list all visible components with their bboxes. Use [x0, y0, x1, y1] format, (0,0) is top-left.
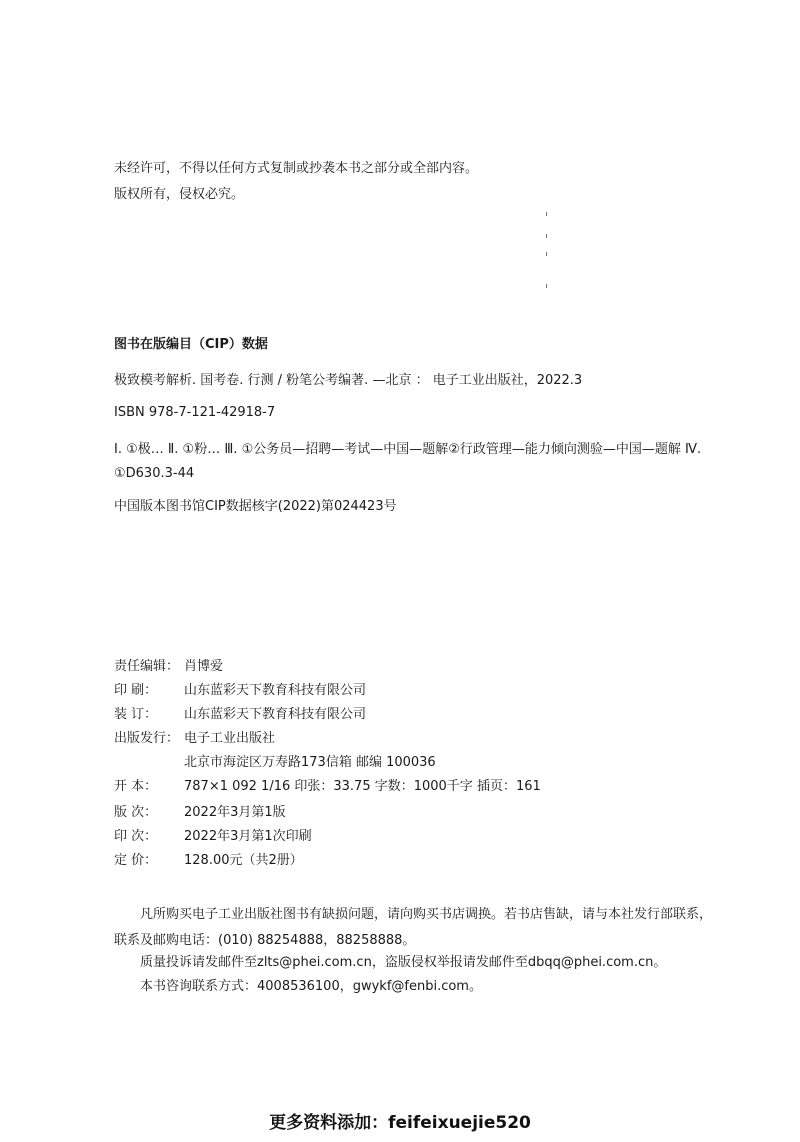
copyright-line-1: 未经许可，不得以任何方式复制或抄袭本书之部分或全部内容。 [114, 161, 479, 176]
edition-label: 版 次： [114, 805, 158, 820]
footer-contact-text: 更多资料添加：feifeixuejie520 [269, 1113, 531, 1133]
editor-label: 责任编辑： [114, 659, 180, 674]
publisher-value: 电子工业出版社 [184, 731, 276, 746]
price-row [114, 852, 303, 870]
binder-row [114, 706, 366, 724]
cip-isbn: ISBN 978-7-121-42918-7 [114, 405, 276, 420]
scan-speck [546, 212, 547, 216]
scan-speck [546, 252, 547, 256]
editor-row [114, 658, 223, 676]
price-value: 128.00元（共2册） [184, 853, 303, 868]
publisher-label: 出版发行： [114, 731, 180, 746]
notice-paragraph-3: 本书咨询联系方式：4008536100，gwykf@fenbi.com。 [140, 979, 482, 994]
format-row [114, 778, 541, 796]
edition-value: 2022年3月第1版 [184, 805, 286, 820]
price-label: 定 价： [114, 853, 158, 868]
edition-row [114, 804, 286, 822]
printer-row [114, 682, 366, 700]
publisher-address: 北京市海淀区万寿路173信箱 邮编 100036 [184, 755, 436, 770]
printing-value: 2022年3月第1次印刷 [184, 829, 312, 844]
cip-record: 中国版本图书馆CIP数据核字(2022)第024423号 [114, 499, 397, 514]
publisher-row [114, 730, 275, 748]
editor-value: 肖博爱 [184, 659, 224, 674]
format-value: 787×1 092 1/16 印张：33.75 字数：1000千字 插页：161 [184, 779, 541, 794]
scan-speck [546, 284, 547, 288]
copyright-line-2: 版权所有，侵权必究。 [114, 187, 245, 202]
printing-row [114, 828, 312, 846]
cip-title-line: 极致模考解析. 国考卷. 行测 / 粉笔公考编著. —北京 ： 电子工业出版社，2022.3 [114, 373, 583, 388]
printer-value: 山东蓝彩天下教育科技有限公司 [184, 683, 367, 698]
notice-paragraph-2: 质量投诉请发邮件至zlts@phei.com.cn，盗版侵权举报请发邮件至dbqq@phei.com.cn。 [140, 955, 667, 970]
format-label: 开 本： [114, 779, 158, 794]
cip-heading: 图书在版编目（CIP）数据 [114, 337, 268, 352]
notice-paragraph-1: 凡所购买电子工业出版社图书有缺损问题，请向购买书店调换。若书店售缺，请与本社发行部联系，联系及邮购电话：(010) 88254888，88258888。 [114, 907, 713, 948]
printer-label: 印 刷： [114, 683, 158, 698]
binder-value: 山东蓝彩天下教育科技有限公司 [184, 707, 367, 722]
printing-label: 印 次： [114, 829, 158, 844]
scan-speck [546, 234, 547, 238]
cip-classification: Ⅰ. ①极… Ⅱ. ①粉… Ⅲ. ①公务员—招聘—考试—中国—题解②行政管理—能力倾向测验—中国—题解 Ⅳ. ①D630.3-44 [114, 442, 702, 481]
binder-label: 装 订： [114, 707, 158, 722]
